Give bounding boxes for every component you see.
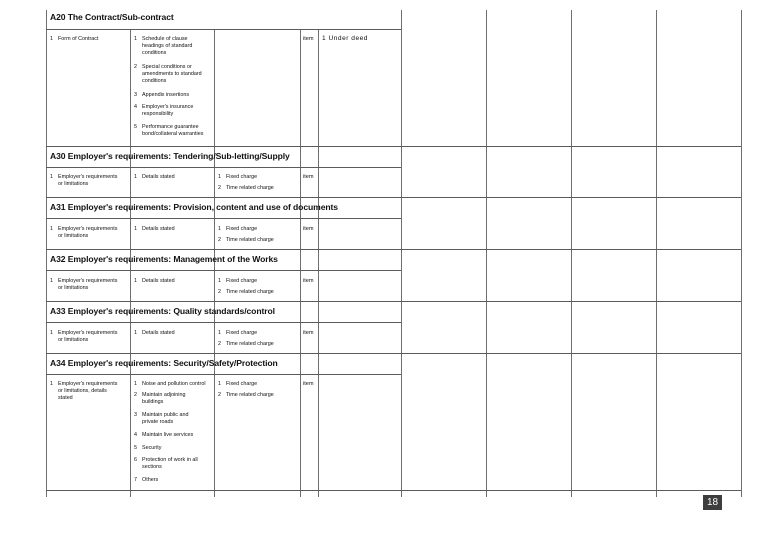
section-title-a33: A33 Employer's requirements: Quality standards/control [50, 306, 275, 316]
classification-text: Employer's requirements or limitations [58, 330, 118, 343]
section-rule [46, 218, 401, 219]
charge-number: 2 [218, 392, 221, 398]
column-rule-blank-3 [656, 10, 657, 497]
subclass-text: Details stated [142, 330, 175, 336]
section-rule [46, 146, 741, 147]
charge-number: 2 [218, 237, 221, 243]
unit-label: item [303, 278, 314, 284]
column-rule-right [741, 10, 742, 497]
subclass-number: 3 [134, 92, 137, 98]
charge-text: Time related charge [226, 341, 274, 347]
section-rule [46, 301, 741, 302]
unit-label: item [303, 174, 314, 180]
charge-number: 2 [218, 185, 221, 191]
section-title-a20: A20 The Contract/Sub-contract [50, 12, 174, 22]
subclass-number: 2 [134, 392, 137, 398]
subclass-text: Maintain live services [142, 432, 194, 438]
section-title-a30: A30 Employer's requirements: Tendering/Sub-letting/Supply [50, 151, 290, 161]
subclass-text: Others [142, 477, 159, 483]
classification-text: Form of Contract [58, 36, 99, 42]
subclass-number: 1 [134, 174, 137, 180]
unit-label: item [303, 226, 314, 232]
section-rule [46, 322, 401, 323]
charge-text: Time related charge [226, 237, 274, 243]
subclass-text: Noise and pollution control [142, 381, 206, 387]
charge-number: 1 [218, 278, 221, 284]
page-number-badge: 18 [703, 495, 722, 510]
charge-text: Time related charge [226, 185, 274, 191]
charge-number: 2 [218, 341, 221, 347]
charge-number: 1 [218, 330, 221, 336]
section-rule [46, 353, 741, 354]
subclass-text: Details stated [142, 226, 175, 232]
subclass-text: Protection of work in all sections [142, 457, 198, 470]
subclass-number: 3 [134, 412, 137, 418]
subclass-number: 1 [134, 278, 137, 284]
classification-text: Employer's requirements or limitations [58, 278, 118, 291]
classification-text: Employer's requirements or limitations [58, 174, 118, 187]
subclass-text: Appendix insertions [142, 92, 190, 98]
charge-number: 1 [218, 174, 221, 180]
subclass-text: Performance guarantee bond/collateral warranties [142, 124, 204, 137]
charge-text: Fixed charge [226, 381, 258, 387]
subclass-number: 4 [134, 432, 137, 438]
subclass-text: Maintain adjoining buildings [142, 392, 186, 405]
column-rule-main-right [401, 10, 402, 497]
subclass-text: Special conditions or amendments to standard conditions [142, 64, 202, 84]
charge-number: 1 [218, 381, 221, 387]
subclass-text: Details stated [142, 174, 175, 180]
classification-text: Employer's requirements or limitations [58, 226, 118, 239]
subclass-number: 6 [134, 457, 137, 463]
charge-text: Fixed charge [226, 174, 258, 180]
column-rule-blank-2 [571, 10, 572, 497]
unit-label: item [303, 381, 314, 387]
section-title-a34: A34 Employer's requirements: Security/Safety/Protection [50, 358, 278, 368]
subclass-number: 1 [134, 330, 137, 336]
classification-number: 1 [50, 381, 53, 387]
charge-text: Fixed charge [226, 330, 258, 336]
page-bottom-rule [46, 490, 741, 491]
subclass-number: 5 [134, 445, 137, 451]
subclass-number: 2 [134, 64, 137, 70]
subclass-number: 5 [134, 124, 137, 130]
charge-number: 2 [218, 289, 221, 295]
subclass-number: 1 [134, 36, 137, 42]
charge-text: Time related charge [226, 392, 274, 398]
subclass-text: Maintain public and private roads [142, 412, 189, 425]
subclass-number: 1 [134, 226, 137, 232]
section-rule [46, 249, 741, 250]
subclass-text: Employer's insurance responsibility [142, 104, 194, 117]
classification-number: 1 [50, 330, 53, 336]
charge-number: 1 [218, 226, 221, 232]
section-rule [46, 29, 401, 30]
unit-label: item [303, 330, 314, 336]
column-rule-unit [300, 30, 301, 497]
classification-number: 1 [50, 174, 53, 180]
subclass-number: 1 [134, 381, 137, 387]
classification-number: 1 [50, 278, 53, 284]
unit-label: item [303, 36, 314, 42]
column-rule-blank-1 [486, 10, 487, 497]
charge-text: Fixed charge [226, 226, 258, 232]
section-title-a32: A32 Employer's requirements: Management of the Works [50, 254, 278, 264]
classification-number: 1 [50, 36, 53, 42]
subclass-number: 4 [134, 104, 137, 110]
subclass-number: 7 [134, 477, 137, 483]
subclass-text: Details stated [142, 278, 175, 284]
section-rule [46, 374, 401, 375]
section-rule [46, 270, 401, 271]
charge-text: Fixed charge [226, 278, 258, 284]
section-title-a31: A31 Employer's requirements: Provision, content and use of documents [50, 202, 338, 212]
section-rule [46, 197, 741, 198]
charge-text: Time related charge [226, 289, 274, 295]
classification-text: Employer's requirements or limitations, details stated [58, 381, 118, 401]
column-rule-left [46, 10, 47, 497]
section-rule [46, 167, 401, 168]
note-text: 1 Under deed [322, 35, 368, 42]
column-rule-note [318, 30, 319, 497]
subclass-text: Security [142, 445, 162, 451]
subclass-text: Schedule of clause headings of standard conditions [142, 36, 193, 56]
classification-number: 1 [50, 226, 53, 232]
